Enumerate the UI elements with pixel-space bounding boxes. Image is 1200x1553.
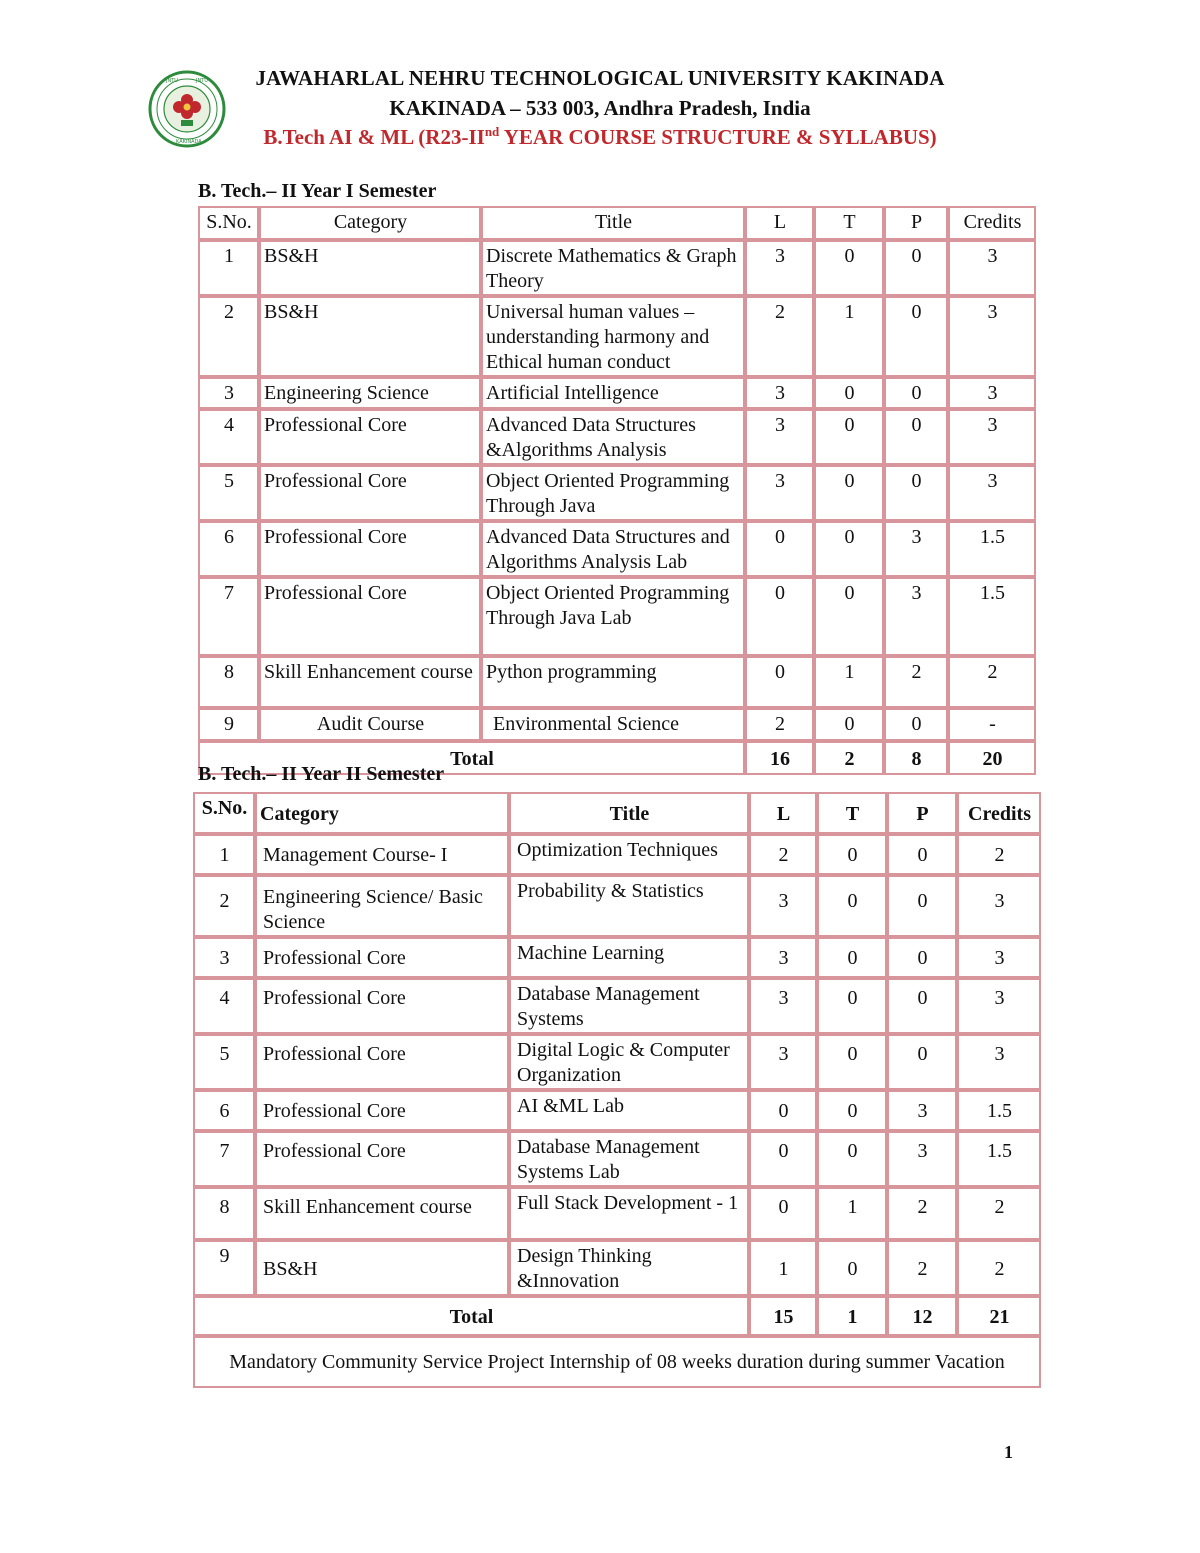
cell-sno: 7 xyxy=(198,577,259,656)
cell-credits: 3 xyxy=(957,875,1041,937)
cell-l: 0 xyxy=(749,1090,817,1131)
cell-title: Database Management Systems xyxy=(509,978,749,1034)
cell-t: 0 xyxy=(814,708,884,741)
table-row xyxy=(193,1240,1041,1296)
cell-title: Optimization Techniques xyxy=(509,834,749,875)
cell-sno: 5 xyxy=(193,1034,255,1090)
total-t: 2 xyxy=(814,741,884,775)
cell-sno: 5 xyxy=(198,465,259,521)
table-row xyxy=(193,834,1041,875)
cell-title: Environmental Science xyxy=(481,708,745,741)
total-label: Total xyxy=(193,1296,749,1336)
internship-note: Mandatory Community Service Project Internship of 08 weeks duration during summer Vacation xyxy=(193,1336,1041,1388)
table-header-row xyxy=(193,792,1041,834)
cell-p: 0 xyxy=(884,296,948,377)
table-row xyxy=(198,240,1036,296)
cell-l: 0 xyxy=(749,1131,817,1187)
cell-l: 0 xyxy=(745,521,814,577)
cell-t: 0 xyxy=(817,1240,887,1296)
university-name: JAWAHARLAL NEHRU TECHNOLOGICAL UNIVERSITY KAKINADA xyxy=(255,66,945,90)
cell-credits: 2 xyxy=(957,1187,1041,1240)
cell-t: 0 xyxy=(814,409,884,465)
cell-p: 0 xyxy=(887,875,957,937)
cell-title: AI &ML Lab xyxy=(509,1090,749,1131)
cell-category: BS&H xyxy=(259,240,481,296)
cell-category: BS&H xyxy=(255,1240,509,1296)
cell-category: Audit Course xyxy=(259,708,481,741)
cell-credits: 2 xyxy=(948,656,1036,708)
table-row xyxy=(198,377,1036,409)
cell-p: 0 xyxy=(884,409,948,465)
cell-title: Object Oriented Programming Through Java xyxy=(481,465,745,521)
cell-l: 0 xyxy=(745,656,814,708)
cell-sno: 4 xyxy=(198,409,259,465)
cell-l: 3 xyxy=(745,409,814,465)
svg-text:JNTU: JNTU xyxy=(196,78,208,84)
cell-l: 3 xyxy=(745,240,814,296)
cell-title: Advanced Data Structures and Algorithms Analysis Lab xyxy=(481,521,745,577)
cell-category: Skill Enhancement course xyxy=(259,656,481,708)
cell-credits: 3 xyxy=(957,937,1041,978)
header-l: L xyxy=(745,206,814,240)
cell-sno: 4 xyxy=(193,978,255,1034)
cell-sno: 2 xyxy=(193,875,255,937)
cell-sno: 2 xyxy=(198,296,259,377)
header-sno: S.No. xyxy=(198,206,259,240)
total-credits: 21 xyxy=(957,1296,1041,1336)
total-row xyxy=(193,1296,1041,1336)
cell-t: 0 xyxy=(814,240,884,296)
cell-category: Skill Enhancement course xyxy=(255,1187,509,1240)
cell-credits: 3 xyxy=(957,978,1041,1034)
cell-t: 0 xyxy=(814,521,884,577)
cell-p: 2 xyxy=(884,656,948,708)
cell-t: 0 xyxy=(817,875,887,937)
table-row xyxy=(198,465,1036,521)
page-number: 1 xyxy=(1004,1442,1013,1462)
program-title-pre: B.Tech AI & ML (R23-II xyxy=(263,125,485,149)
cell-l: 3 xyxy=(749,937,817,978)
program-title-post: YEAR COURSE STRUCTURE & SYLLABUS) xyxy=(499,125,937,149)
table-row xyxy=(198,409,1036,465)
cell-t: 0 xyxy=(814,465,884,521)
table-row xyxy=(193,1187,1041,1240)
cell-title: Full Stack Development - 1 xyxy=(509,1187,749,1240)
header-category: Category xyxy=(255,792,509,834)
cell-p: 3 xyxy=(884,577,948,656)
cell-p: 0 xyxy=(884,708,948,741)
cell-category: BS&H xyxy=(259,296,481,377)
cell-category: Professional Core xyxy=(259,409,481,465)
header-p: P xyxy=(884,206,948,240)
cell-p: 0 xyxy=(884,377,948,409)
university-address: KAKINADA – 533 003, Andhra Pradesh, India xyxy=(389,96,811,120)
total-credits: 20 xyxy=(948,741,1036,775)
cell-credits: 3 xyxy=(948,240,1036,296)
table-row xyxy=(193,875,1041,937)
cell-t: 0 xyxy=(817,1090,887,1131)
table-header-row xyxy=(198,206,1036,240)
cell-l: 3 xyxy=(745,377,814,409)
cell-category: Professional Core xyxy=(255,978,509,1034)
cell-l: 2 xyxy=(749,834,817,875)
cell-l: 2 xyxy=(745,296,814,377)
cell-p: 2 xyxy=(887,1240,957,1296)
cell-l: 2 xyxy=(745,708,814,741)
table-row xyxy=(193,937,1041,978)
total-label: Total xyxy=(198,741,745,775)
cell-category: Professional Core xyxy=(259,521,481,577)
cell-p: 3 xyxy=(887,1131,957,1187)
header-title: Title xyxy=(509,792,749,834)
cell-p: 3 xyxy=(887,1090,957,1131)
cell-l: 3 xyxy=(745,465,814,521)
semester-2-title: B. Tech.– II Year II Semester xyxy=(198,763,445,785)
cell-sno: 8 xyxy=(193,1187,255,1240)
cell-p: 0 xyxy=(884,240,948,296)
total-l: 16 xyxy=(745,741,814,775)
semester-2-table xyxy=(193,792,1041,1388)
table-row xyxy=(198,521,1036,577)
cell-l: 3 xyxy=(749,1034,817,1090)
cell-sno: 9 xyxy=(193,1240,255,1296)
cell-credits: 1.5 xyxy=(948,577,1036,656)
cell-credits: 1.5 xyxy=(957,1131,1041,1187)
cell-credits: 2 xyxy=(957,834,1041,875)
cell-p: 0 xyxy=(887,1034,957,1090)
cell-t: 0 xyxy=(817,937,887,978)
header-t: T xyxy=(814,206,884,240)
cell-category: Management Course- I xyxy=(255,834,509,875)
cell-title: Design Thinking &Innovation xyxy=(509,1240,749,1296)
svg-text:JNTU: JNTU xyxy=(166,78,178,84)
table-row xyxy=(198,708,1036,741)
cell-l: 3 xyxy=(749,875,817,937)
header-category: Category xyxy=(259,206,481,240)
header-p: P xyxy=(887,792,957,834)
cell-credits: - xyxy=(948,708,1036,741)
cell-category: Engineering Science xyxy=(259,377,481,409)
cell-t: 0 xyxy=(817,1131,887,1187)
program-title xyxy=(230,124,970,150)
cell-p: 0 xyxy=(884,465,948,521)
note-row xyxy=(193,1336,1041,1388)
cell-t: 0 xyxy=(814,377,884,409)
cell-credits: 1.5 xyxy=(957,1090,1041,1131)
cell-credits: 3 xyxy=(948,465,1036,521)
cell-title: Python programming xyxy=(481,656,745,708)
header-credits: Credits xyxy=(957,792,1041,834)
header-sno: S.No. xyxy=(193,792,255,834)
semester-1-table xyxy=(198,206,1036,775)
header-title: Title xyxy=(481,206,745,240)
cell-credits: 1.5 xyxy=(948,521,1036,577)
cell-l: 1 xyxy=(749,1240,817,1296)
cell-category: Engineering Science/ Basic Science xyxy=(255,875,509,937)
table-row xyxy=(198,577,1036,656)
cell-t: 0 xyxy=(817,834,887,875)
cell-sno: 3 xyxy=(193,937,255,978)
cell-t: 1 xyxy=(814,656,884,708)
table-row xyxy=(198,296,1036,377)
cell-p: 0 xyxy=(887,937,957,978)
cell-t: 0 xyxy=(817,1034,887,1090)
header-l: L xyxy=(749,792,817,834)
cell-category: Professional Core xyxy=(255,1034,509,1090)
cell-category: Professional Core xyxy=(255,1090,509,1131)
svg-text:KAKINADA: KAKINADA xyxy=(176,139,202,145)
cell-sno: 1 xyxy=(198,240,259,296)
semester-1-title: B. Tech.– II Year I Semester xyxy=(198,180,437,202)
cell-l: 0 xyxy=(749,1187,817,1240)
cell-t: 1 xyxy=(814,296,884,377)
cell-l: 3 xyxy=(749,978,817,1034)
cell-p: 3 xyxy=(884,521,948,577)
cell-sno: 6 xyxy=(193,1090,255,1131)
total-t: 1 xyxy=(817,1296,887,1336)
cell-t: 0 xyxy=(814,577,884,656)
cell-category: Professional Core xyxy=(255,937,509,978)
table-row xyxy=(198,656,1036,708)
cell-title: Universal human values – understanding harmony and Ethical human conduct xyxy=(481,296,745,377)
cell-title: Probability & Statistics xyxy=(509,875,749,937)
cell-p: 2 xyxy=(887,1187,957,1240)
table-row xyxy=(193,1090,1041,1131)
cell-title: Advanced Data Structures &Algorithms Analysis xyxy=(481,409,745,465)
cell-p: 0 xyxy=(887,834,957,875)
cell-sno: 6 xyxy=(198,521,259,577)
cell-title: Artificial Intelligence xyxy=(481,377,745,409)
table-row xyxy=(193,978,1041,1034)
cell-credits: 3 xyxy=(948,409,1036,465)
cell-title: Database Management Systems Lab xyxy=(509,1131,749,1187)
cell-p: 0 xyxy=(887,978,957,1034)
total-l: 15 xyxy=(749,1296,817,1336)
header-t: T xyxy=(817,792,887,834)
cell-l: 0 xyxy=(745,577,814,656)
total-p: 8 xyxy=(884,741,948,775)
cell-credits: 2 xyxy=(957,1240,1041,1296)
cell-t: 0 xyxy=(817,978,887,1034)
cell-sno: 8 xyxy=(198,656,259,708)
cell-category: Professional Core xyxy=(255,1131,509,1187)
cell-title: Digital Logic & Computer Organization xyxy=(509,1034,749,1090)
table-row xyxy=(193,1131,1041,1187)
cell-sno: 7 xyxy=(193,1131,255,1187)
cell-credits: 3 xyxy=(957,1034,1041,1090)
university-logo xyxy=(148,70,226,148)
cell-title: Object Oriented Programming Through Java Lab xyxy=(481,577,745,656)
cell-title: Machine Learning xyxy=(509,937,749,978)
table-row xyxy=(193,1034,1041,1090)
cell-category: Professional Core xyxy=(259,577,481,656)
cell-category: Professional Core xyxy=(259,465,481,521)
cell-sno: 9 xyxy=(198,708,259,741)
cell-credits: 3 xyxy=(948,296,1036,377)
total-p: 12 xyxy=(887,1296,957,1336)
cell-title: Discrete Mathematics & Graph Theory xyxy=(481,240,745,296)
cell-sno: 3 xyxy=(198,377,259,409)
cell-sno: 1 xyxy=(193,834,255,875)
program-title-sup: nd xyxy=(484,124,500,139)
header-credits: Credits xyxy=(948,206,1036,240)
cell-t: 1 xyxy=(817,1187,887,1240)
cell-credits: 3 xyxy=(948,377,1036,409)
